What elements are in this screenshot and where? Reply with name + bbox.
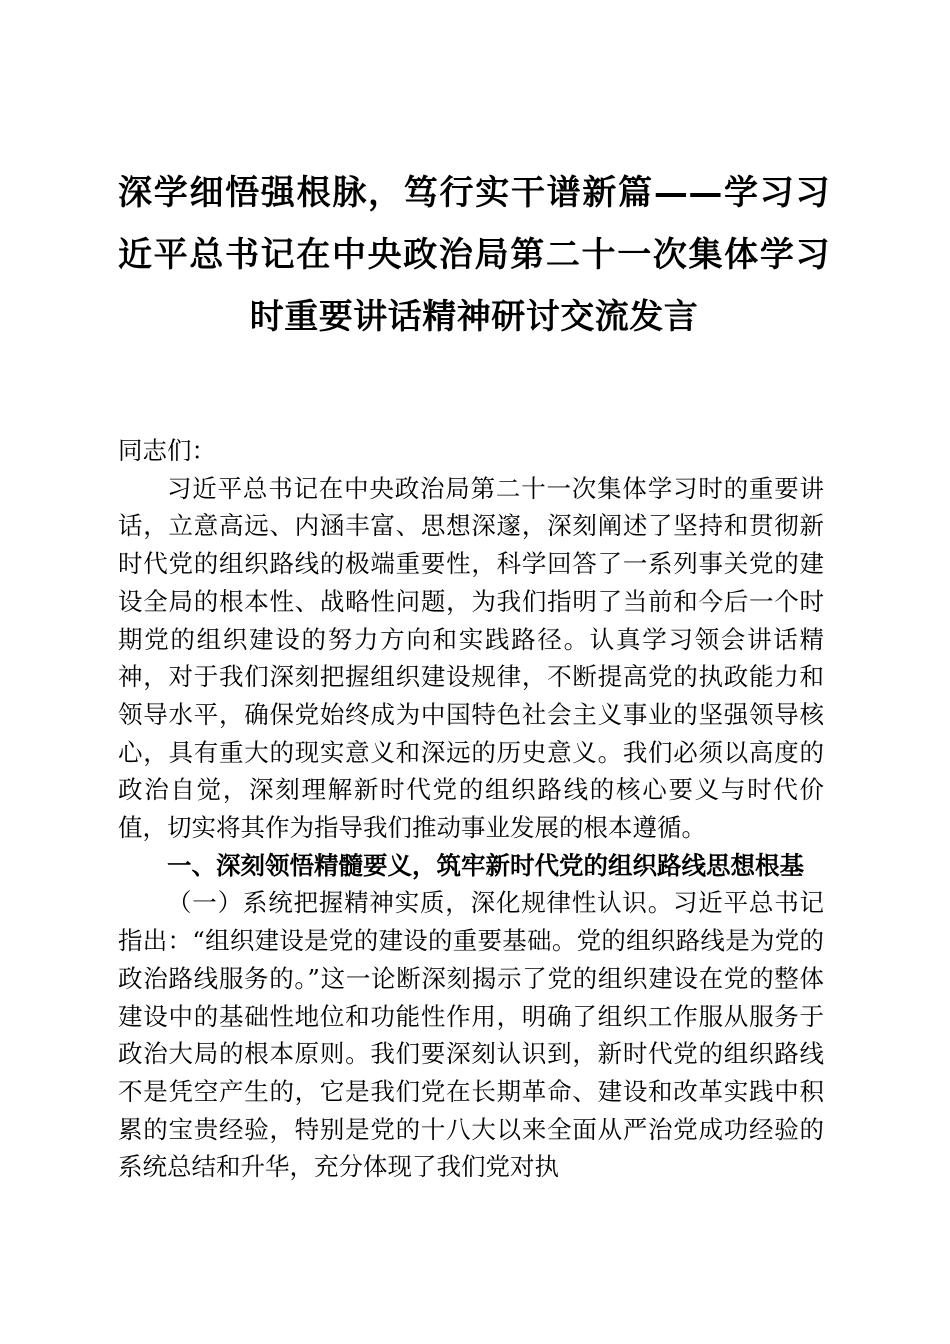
salutation: 同志们：: [118, 436, 216, 465]
section-heading-1: 一、深刻领悟精髓要义，筑牢新时代党的组织路线思想根基: [167, 850, 804, 880]
document-title: 深学细悟强根脉，笃行实干谱新篇——学习习近平总书记在中央政治局第二十一次集体学习时重要讲话精神研讨交流发言: [118, 173, 830, 337]
section-1-text: 习近平总书记指出：“组织建设是党的建设的重要基础。党的组织路线是为党的政治路线服务的。”这一论断深刻揭示了党的组织建设在党的整体建设中的基础性地位和功能性作用，明确了组织工作服从服务于政治大局的根本原则。我们要深刻认识到，新时代党的组织路线不是凭空产生的，它是我们党在长期革命、建设和改革实践中积累的宝贵经验，特别是党的十八大以来全面从严治党成功经验的系统总结和升华，充分体现了我们党对执: [118, 888, 824, 1182]
document-body: [118, 432, 824, 1186]
subsection-heading-1: （一）系统把握精神实质，深化规律性认识。: [167, 888, 673, 918]
section-1-paragraph: [118, 884, 824, 1186]
intro-paragraph: 习近平总书记在中央政治局第二十一次集体学习时的重要讲话，立意高远、内涵丰富、思想深邃，深刻阐述了坚持和贯彻新时代党的组织路线的极端重要性，科学回答了一系列事关党的建设全局的根本性、战略性问题，为我们指明了当前和今后一个时期党的组织建设的努力方向和实践路径。认真学习领会讲话精神，对于我们深刻把握组织建设规律，不断提高党的执政能力和领导水平，确保党始终成为中国特色社会主义事业的坚强领导核心，具有重大的现实意义和深远的历史意义。我们必须以高度的政治自觉，深刻理解新时代党的组织路线的核心要义与时代价值，切实将其作为指导我们推动事业发展的根本遵循。: [118, 473, 824, 843]
